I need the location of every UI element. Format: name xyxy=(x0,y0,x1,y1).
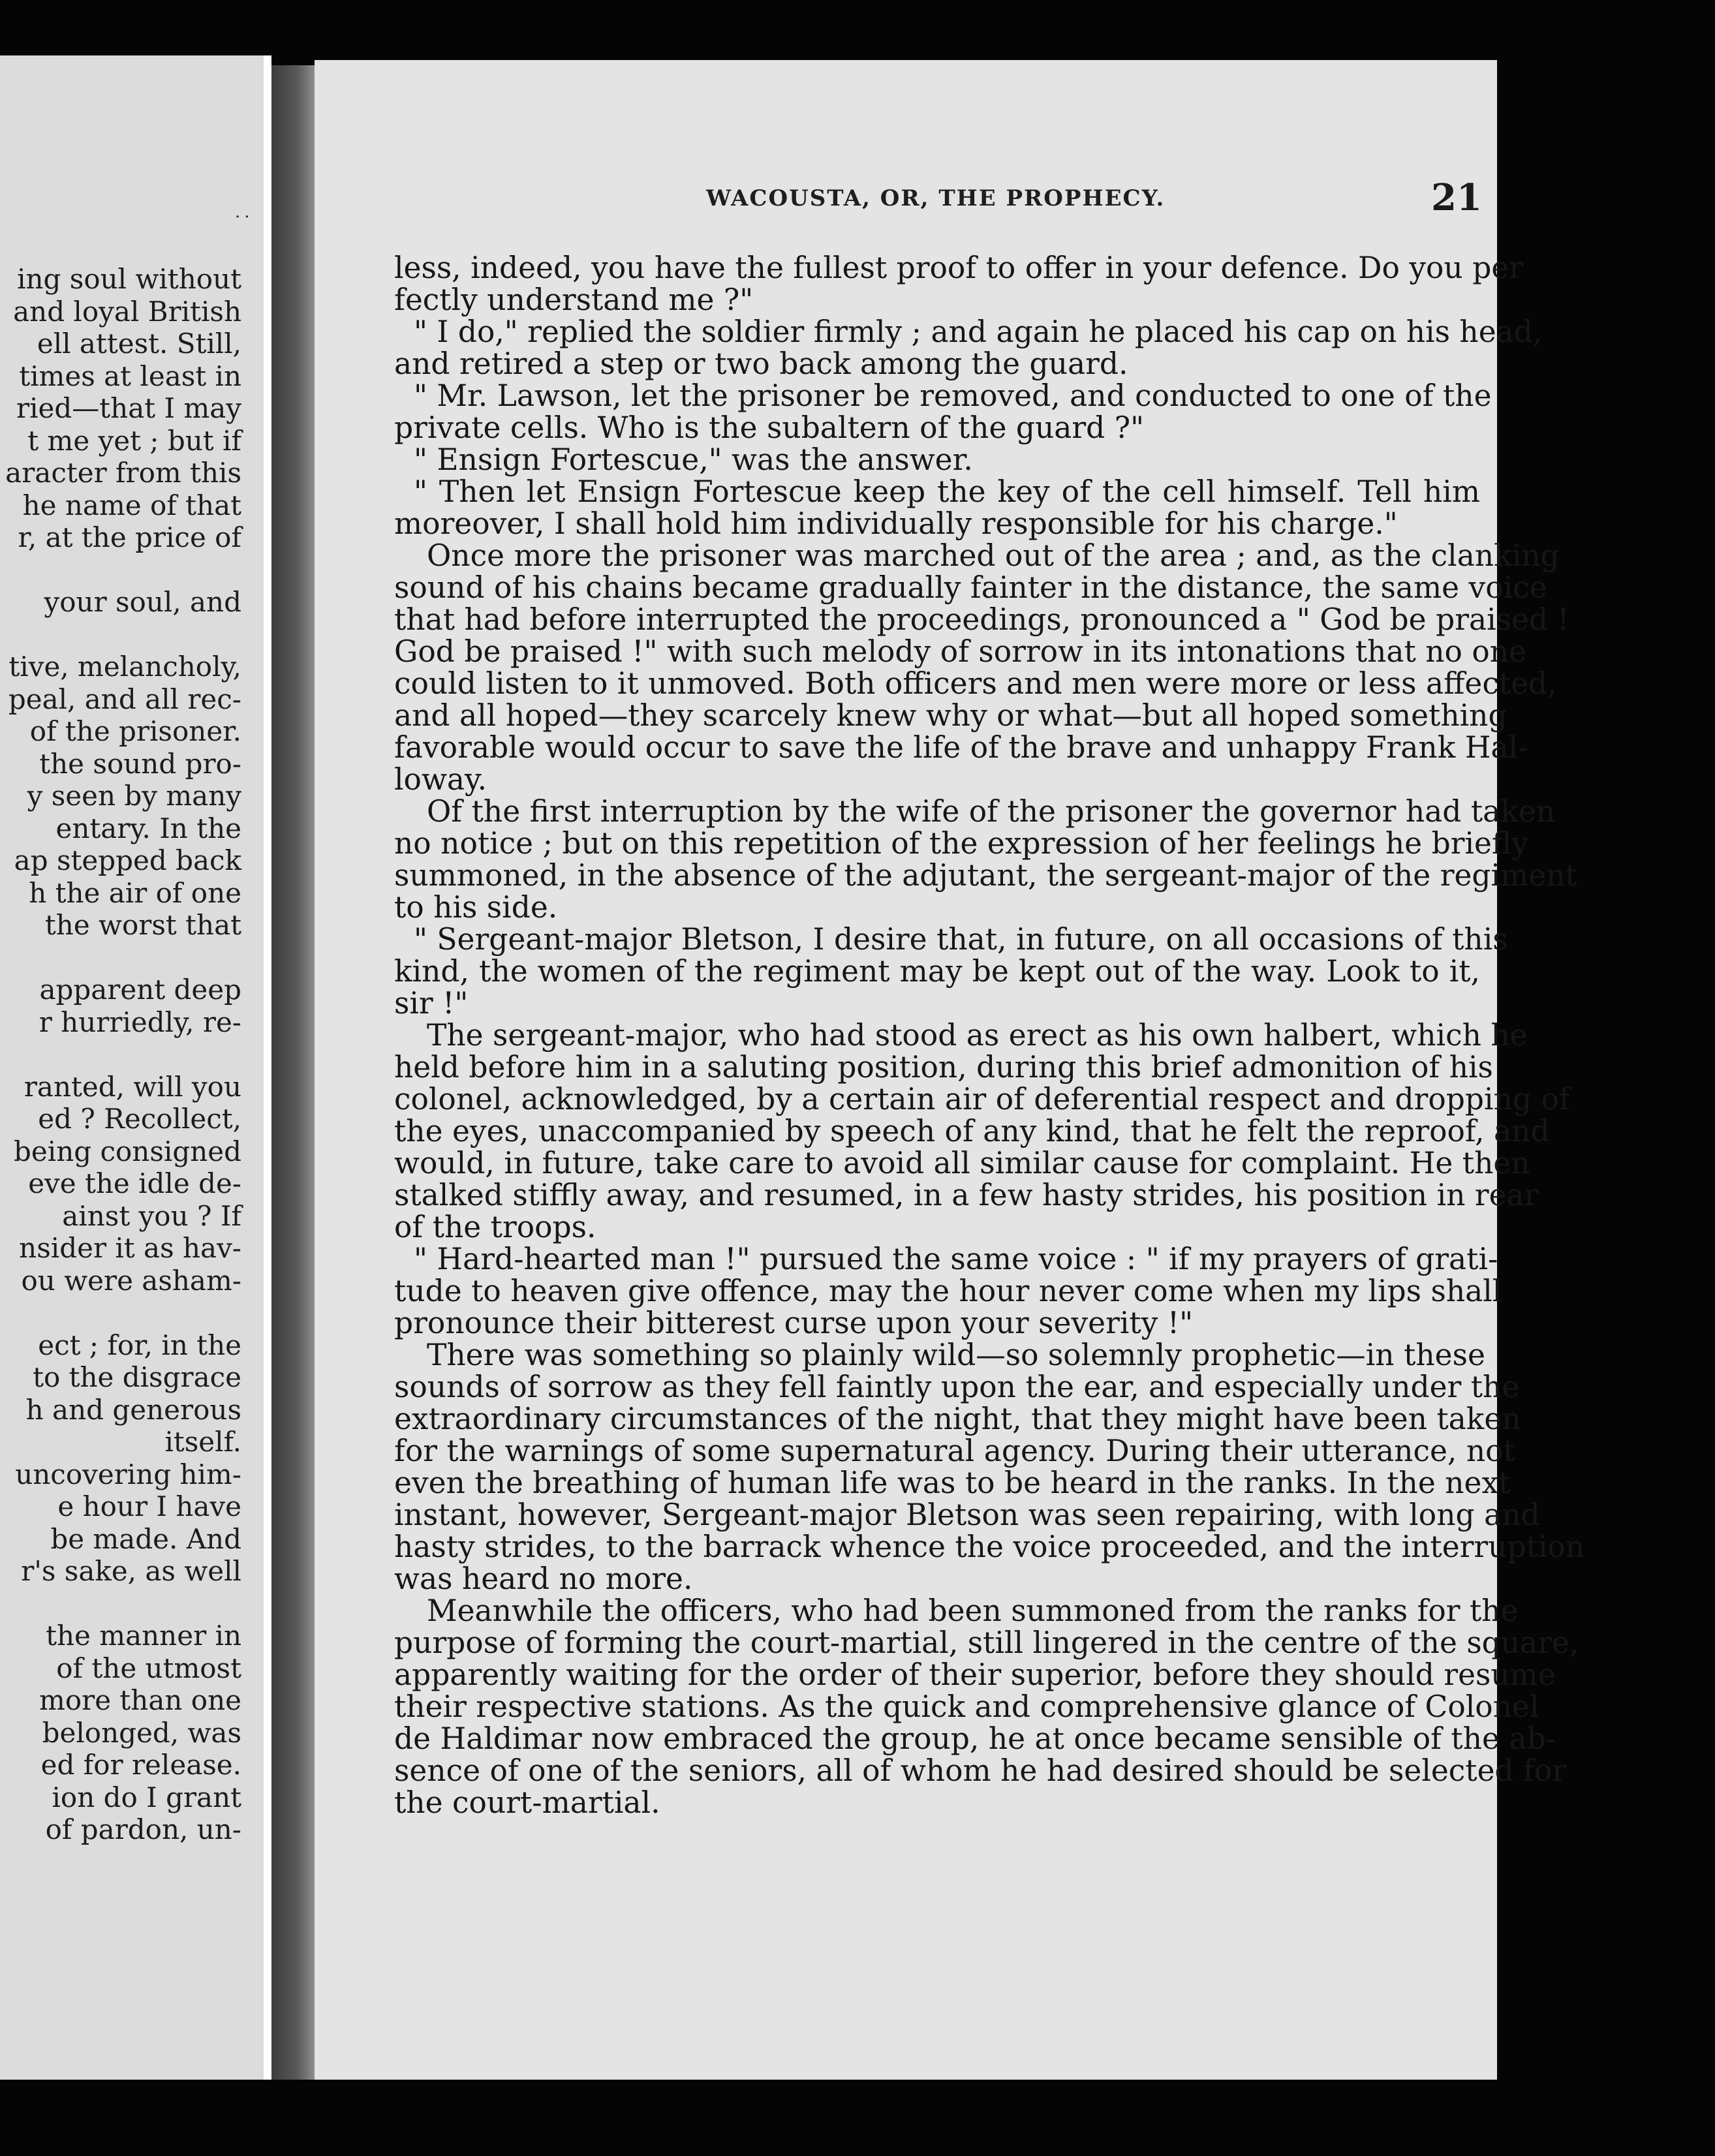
text-line: Of the first interruption by the wife of the prisoner the governor had taken xyxy=(427,794,1556,829)
left-page-line: to the disgrace xyxy=(33,1361,241,1393)
left-page-line: and loyal British xyxy=(13,295,241,328)
text-line: sound of his chains became gradually fainter in the distance, the same voice xyxy=(394,570,1547,605)
page-gutter xyxy=(264,55,271,2080)
left-page-line: apparent deep xyxy=(39,974,241,1006)
text-line: even the breathing of human life was to be heard in the ranks. In the next xyxy=(394,1466,1511,1500)
left-page-line: of pardon, un- xyxy=(45,1813,241,1845)
left-page-line: h and generous xyxy=(25,1393,241,1426)
text-line: sence of one of the seniors, all of whom he had desired should be selected for xyxy=(394,1753,1567,1788)
text-line: for the warnings of some supernatural agency. During their utterance, not xyxy=(394,1434,1515,1468)
left-page-line: of the prisoner. xyxy=(29,715,241,747)
text-line: the court-martial. xyxy=(394,1785,660,1820)
left-page-line: your soul, and xyxy=(44,586,241,618)
text-line: that had before interrupted the proceedings, pronounced a " God be praised ! xyxy=(394,602,1569,637)
left-page-line: of the utmost xyxy=(56,1652,241,1684)
text-line: apparently waiting for the order of their superior, before they should resume xyxy=(394,1657,1556,1692)
left-page-line: r hurriedly, re- xyxy=(39,1006,241,1038)
left-page-line: t me yet ; but if xyxy=(27,424,241,457)
text-line: colonel, acknowledged, by a certain air of deferential respect and dropping of xyxy=(394,1082,1570,1116)
left-page-line: ap stepped back xyxy=(14,844,241,876)
left-page-line: ed ? Recollect, xyxy=(38,1103,241,1135)
text-line: fectly understand me ?" xyxy=(394,283,754,317)
text-line: private cells. Who is the subaltern of the guard ?" xyxy=(394,410,1145,445)
text-line: Meanwhile the officers, who had been summoned from the ranks for the xyxy=(427,1594,1519,1628)
left-page-line: the manner in xyxy=(46,1620,241,1652)
text-line: the eyes, unaccompanied by speech of any kind, that he felt the reproof, and xyxy=(394,1114,1550,1148)
text-line: Once more the prisoner was marched out of the area ; and, as the clanking xyxy=(427,538,1560,573)
left-page-line: y seen by many xyxy=(27,780,241,812)
text-line: their respective stations. As the quick and comprehensive glance of Colonel xyxy=(394,1689,1539,1724)
left-page-line: ion do I grant xyxy=(52,1781,241,1813)
left-page-line: tive, melancholy, xyxy=(8,651,241,683)
left-page-line: e hour I have xyxy=(57,1490,241,1522)
left-page-line: ried—that I may xyxy=(16,392,241,424)
text-line: God be praised !" with such melody of sorrow in its intonations that no one xyxy=(394,634,1526,669)
text-line: was heard no more. xyxy=(394,1562,693,1596)
left-page-line: eve the idle de- xyxy=(28,1167,241,1199)
text-line: instant, however, Sergeant-major Bletson was seen repairing, with long and xyxy=(394,1498,1540,1532)
body-text xyxy=(394,251,1585,1820)
left-page-line: entary. In the xyxy=(55,812,241,844)
text-line: purpose of forming the court-martial, still lingered in the centre of the square, xyxy=(394,1625,1579,1660)
text-line: " Then let Ensign Fortescue keep the key of the cell himself. Tell him xyxy=(414,474,1480,509)
text-line: and all hoped—they scarcely knew why or what—but all hoped something xyxy=(394,698,1507,733)
text-line: sounds of sorrow as they fell faintly upon the ear, and especially under the xyxy=(394,1370,1520,1404)
left-page-line: more than one xyxy=(39,1684,241,1716)
left-page-line: ect ; for, in the xyxy=(38,1329,241,1361)
left-page-line: peal, and all rec- xyxy=(8,683,241,715)
text-line: hasty strides, to the barrack whence the voice proceeded, and the interruption xyxy=(394,1530,1585,1564)
left-page-line: the sound pro- xyxy=(39,747,241,780)
text-line: summoned, in the absence of the adjutant, the sergeant-major of the regiment xyxy=(394,858,1577,893)
left-page-line: uncovering him- xyxy=(15,1458,241,1490)
text-line: no notice ; but on this repetition of the expression of her feelings he briefly xyxy=(394,826,1528,861)
left-page xyxy=(0,55,264,2080)
text-line: held before him in a saluting position, during this brief admonition of his xyxy=(394,1050,1493,1085)
book-spine xyxy=(271,65,315,2080)
text-line: " I do," replied the soldier firmly ; and again he placed his cap on his head, xyxy=(414,315,1543,349)
text-line: less, indeed, you have the fullest proof to offer in your defence. Do you per xyxy=(394,251,1523,285)
left-page-line: h the air of one xyxy=(29,876,241,909)
left-page-line: belonged, was xyxy=(42,1716,241,1749)
margin-mark: ·· xyxy=(235,208,254,227)
text-line: loway. xyxy=(394,762,487,797)
left-page-line: ou were asham- xyxy=(21,1264,241,1297)
text-line: de Haldimar now embraced the group, he at once became sensible of the ab- xyxy=(394,1721,1556,1756)
text-line: sir !" xyxy=(394,986,469,1021)
left-page-line: r, at the price of xyxy=(18,521,241,553)
left-page-line: ainst you ? If xyxy=(62,1199,241,1232)
left-page-line: itself. xyxy=(164,1426,241,1458)
left-page-line: ell attest. Still, xyxy=(37,328,241,360)
text-line: " Mr. Lawson, let the prisoner be removed, and conducted to one of the xyxy=(414,378,1492,413)
text-line: The sergeant-major, who had stood as erect as his own halbert, which he xyxy=(427,1018,1528,1053)
left-page-line: aracter from this xyxy=(5,457,241,489)
text-line: " Hard-hearted man !" pursued the same voice : " if my prayers of grati- xyxy=(414,1242,1498,1276)
text-line: would, in future, take care to avoid all similar cause for complaint. He then xyxy=(394,1146,1530,1180)
left-page-line: be made. And xyxy=(50,1522,241,1555)
text-line: There was something so plainly wild—so solemnly prophetic—in these xyxy=(427,1338,1485,1372)
text-line: to his side. xyxy=(394,890,558,925)
left-page-line: r's sake, as well xyxy=(21,1555,241,1587)
left-page-line: ranted, will you xyxy=(23,1070,241,1103)
left-page-line: being consigned xyxy=(14,1135,241,1167)
text-line: kind, the women of the regiment may be kept out of the way. Look to it, xyxy=(394,954,1480,989)
text-line: favorable would occur to save the life of the brave and unhappy Frank Hal- xyxy=(394,730,1528,765)
text-line: moreover, I shall hold him individually responsible for his charge." xyxy=(394,506,1398,541)
left-page-line: the worst that xyxy=(44,909,241,941)
left-page-line: ed for release. xyxy=(40,1749,241,1781)
running-head: WACOUSTA, OR, THE PROPHECY. xyxy=(706,185,1166,211)
text-line: pronounce their bitterest curse upon your severity !" xyxy=(394,1306,1194,1340)
left-page-line: times at least in xyxy=(19,360,241,392)
text-line: and retired a step or two back among the guard. xyxy=(394,346,1128,381)
left-page-line: nsider it as hav- xyxy=(19,1232,241,1264)
left-page-line: he name of that xyxy=(22,489,241,521)
page-number: 21 xyxy=(1431,176,1482,219)
text-line: could listen to it unmoved. Both officers and men were more or less affected, xyxy=(394,666,1557,701)
text-line: tude to heaven give offence, may the hour never come when my lips shall xyxy=(394,1274,1502,1308)
text-line: of the troops. xyxy=(394,1210,596,1244)
text-line: extraordinary circumstances of the night, that they might have been taken xyxy=(394,1402,1521,1436)
text-line: stalked stiffly away, and resumed, in a few hasty strides, his position in rear xyxy=(394,1178,1539,1212)
text-line: " Ensign Fortescue," was the answer. xyxy=(414,442,973,477)
text-line: " Sergeant-major Bletson, I desire that, in future, on all occasions of this xyxy=(414,922,1508,957)
left-page-line: ing soul without xyxy=(17,263,241,295)
